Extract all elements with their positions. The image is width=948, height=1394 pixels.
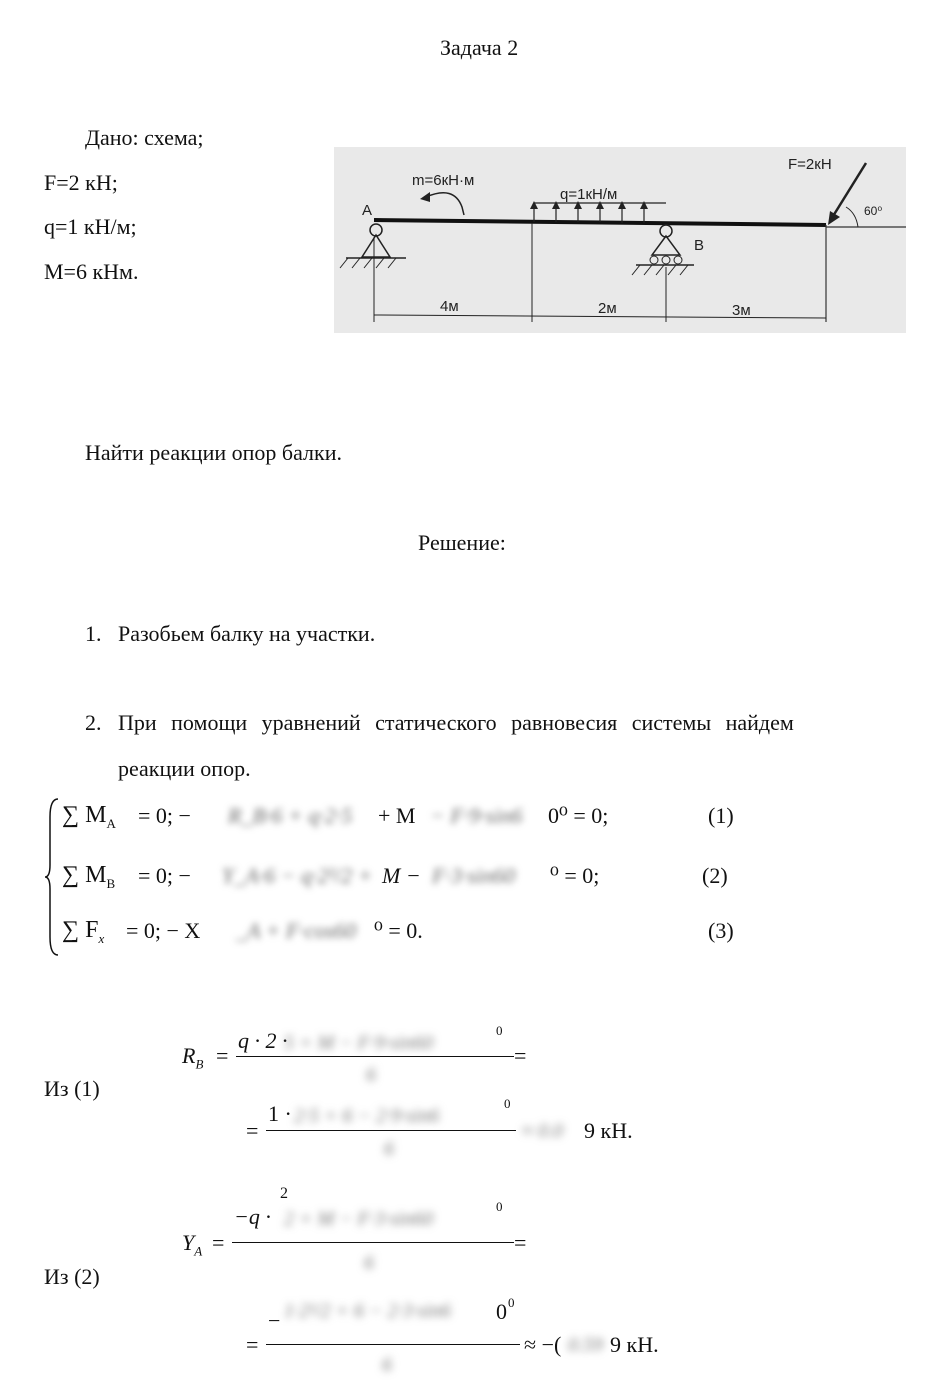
given-line-scheme: Дано: схема; (85, 125, 204, 150)
result1-numerator-2-blurred: 2·5 + 6 − 2·9·sin6 (294, 1105, 440, 1127)
result2-approx: ≈ −( (524, 1332, 562, 1357)
result1-denominator-blurred: 6 (366, 1064, 376, 1086)
result1-numerator-2-sup: 0 (504, 1096, 511, 1111)
result2-value-end: 9 кН. (610, 1332, 659, 1357)
result2-trailing-eq: = (514, 1230, 527, 1255)
result1-value-end: 9 кН. (584, 1118, 633, 1143)
label-load: q=1кН/м (560, 186, 618, 203)
eq3-lhs: ∑ $F_x$ (62, 917, 105, 946)
given-line-load: q=1 кН/м; (44, 214, 137, 239)
eq1-blurred-part: R_B·6 + q·2·5 (228, 803, 353, 828)
dim-label-1: 4м (440, 298, 459, 315)
moment-arrowhead (420, 192, 430, 202)
eq2-blurred-part-2: F·3·sin60 (432, 863, 516, 888)
label-angle: 60⁰ (864, 204, 883, 218)
eq1-blurred-part-2: − F·9·sin6 (430, 803, 523, 828)
step-2-number: 2. (85, 710, 102, 735)
eq1-end: 0⁰ = 0; (548, 803, 609, 828)
result2-from: Из (2) (44, 1264, 100, 1289)
result1-numerator-2: 1 · (268, 1101, 292, 1126)
eq3-blurred-part: _A + F·cos60 (236, 918, 357, 943)
beam-diagram (334, 147, 906, 333)
result1-numerator: q · 2 · (238, 1028, 288, 1053)
task-text: Найти реакции опор балки. (85, 440, 342, 465)
eq3-sub: x (98, 930, 105, 946)
result1-lhs: $R_B$ (182, 1043, 204, 1072)
eq3-end: ⁰ = 0. (374, 918, 423, 943)
eq1-rhs-a: = 0; − (138, 803, 191, 828)
result2-numerator-2-blurred: 1·2²/2 + 6 − 2·3·sin6 (284, 1300, 451, 1322)
eq2-end: ⁰ = 0; (550, 863, 600, 888)
result2-denominator-2-blurred: 6 (382, 1354, 392, 1376)
result1-eq-sign: = (216, 1043, 229, 1068)
angle-arc (846, 207, 858, 227)
step-1-number: 1. (85, 621, 102, 646)
solution-heading: Решение: (418, 530, 506, 555)
support-a-pin (340, 224, 406, 268)
eq2-number: (2) (702, 863, 728, 888)
result1-numerator-blurred: 5 + M − F·9·sin60 (284, 1032, 434, 1054)
result1-fraction-line-2 (266, 1130, 516, 1131)
eq1-rhs-b: + M (378, 803, 416, 828)
given-line-moment: М=6 кНм. (44, 259, 139, 284)
result2-lhs: $Y_A$ (182, 1230, 203, 1259)
result2-eq-sign: = (212, 1230, 225, 1255)
result1-approx-blurred: ≈ 0.0 (522, 1120, 563, 1142)
result2-numerator-2-sign: − (268, 1308, 281, 1333)
eq2-blurred-part: Y_A·6 − q·2²/2 + (222, 863, 373, 888)
support-b-roller (632, 225, 694, 275)
result1-denominator-2-blurred: 6 (384, 1138, 394, 1160)
result2-numerator-blurred: 2 + M − F·3·sin60 (284, 1208, 434, 1230)
eq1-number: (1) (708, 803, 734, 828)
label-moment: m=6кН·м (412, 172, 475, 189)
beam-diagram-svg (334, 147, 906, 333)
dim-label-2: 2м (598, 300, 617, 317)
eq3-rhs-a: = 0; − X (126, 918, 201, 943)
given-line-force: F=2 кН; (44, 170, 118, 195)
result2-denominator-blurred: 6 (364, 1252, 374, 1274)
result2-lhs-sub: A (194, 1243, 203, 1259)
result2-numerator: −q · (234, 1204, 271, 1229)
eq2-rhs-b: M − (382, 863, 421, 888)
result1-lhs-sub: B (195, 1056, 204, 1072)
result2-numerator-2: 2 (280, 1185, 288, 1202)
result1-numerator-sup: 0 (496, 1023, 503, 1038)
result2-fraction-line (232, 1242, 514, 1243)
page-title: Задача 2 (440, 35, 519, 60)
result2-numerator-2-sup: 0 (508, 1295, 515, 1310)
eq1-sub: A (106, 815, 116, 831)
eq1-lhs: ∑ $M_A$ (62, 802, 116, 831)
result2-numerator-2-end: 0 (496, 1299, 507, 1324)
step-2-text-line1: При помощи уравнений статического равновесия системы найдем (118, 710, 794, 735)
result1-trailing-eq: = (514, 1043, 527, 1068)
result2-fraction-line-2 (266, 1344, 520, 1345)
step-1-text: Разобьем балку на участки. (118, 621, 376, 646)
system-brace (44, 797, 60, 957)
result2-approx-blurred: 0.59 (568, 1334, 603, 1356)
label-force: F=2кН (788, 156, 832, 173)
result2-line2-eq: = (246, 1332, 259, 1357)
eq3-number: (3) (708, 918, 734, 943)
label-a: A (362, 202, 373, 219)
result1-line2-eq: = (246, 1118, 259, 1143)
eq2-lhs: ∑ $M_B$ (62, 862, 116, 891)
moment-arc (426, 193, 464, 215)
result1-from: Из (1) (44, 1076, 100, 1101)
step-2-text-line2: реакции опор. (118, 756, 251, 781)
dim-label-3: 3м (732, 302, 751, 319)
eq2-rhs-a: = 0; − (138, 863, 191, 888)
result1-fraction-line (236, 1056, 514, 1057)
label-b: B (694, 237, 705, 254)
eq2-sub: B (106, 875, 116, 891)
result2-numerator-sup: 0 (496, 1199, 503, 1214)
force-arrow (830, 163, 866, 221)
